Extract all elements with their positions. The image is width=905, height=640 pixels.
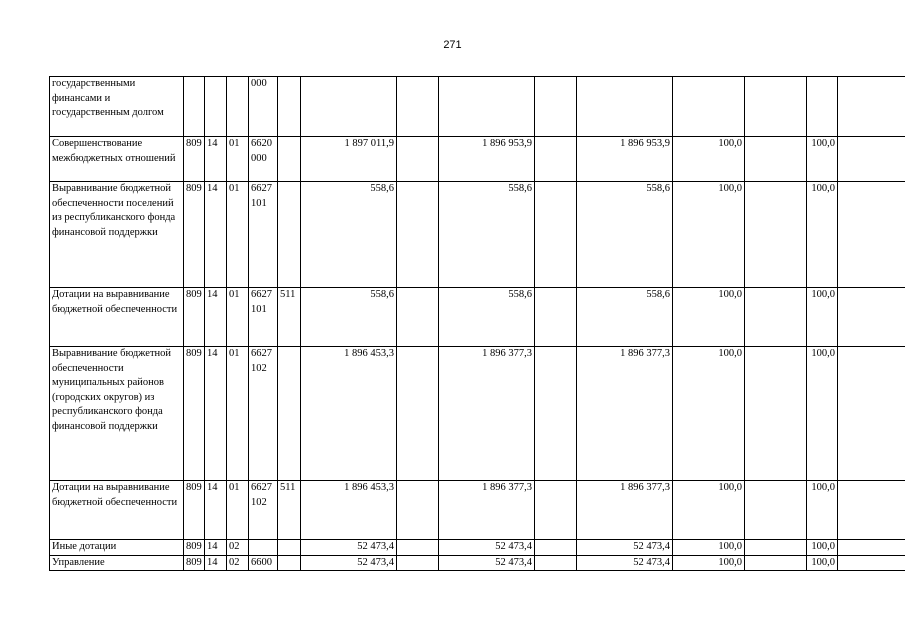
empty-cell [397, 288, 439, 347]
cell-v1: 52 473,4 [301, 555, 397, 571]
cell-v3 [577, 77, 673, 137]
cell-c1: 809 [184, 540, 205, 556]
cell-p2: 100,0 [807, 137, 838, 182]
cell-c1: 809 [184, 555, 205, 571]
empty-cell [535, 481, 577, 540]
cell-p2: 100,0 [807, 481, 838, 540]
empty-cell [535, 555, 577, 571]
cell-v2: 1 896 377,3 [439, 481, 535, 540]
empty-cell [745, 288, 807, 347]
cell-p1: 100,0 [673, 288, 745, 347]
cell-c1: 809 [184, 347, 205, 481]
empty-cell [397, 540, 439, 556]
cell-c2: 14 [205, 347, 227, 481]
cell-c3: 01 [227, 182, 249, 288]
cell-v1: 1 896 453,3 [301, 481, 397, 540]
empty-cell [397, 77, 439, 137]
empty-cell [397, 555, 439, 571]
empty-cell [838, 347, 905, 481]
cell-p1: 100,0 [673, 540, 745, 556]
cell-v3: 52 473,4 [577, 555, 673, 571]
cell-c4: 000 [249, 77, 278, 137]
cell-name: Выравнивание бюджетной обеспеченности муниципальных районов (городских округов) из республиканского фонда финансовой поддержки [50, 347, 184, 481]
cell-v2: 558,6 [439, 182, 535, 288]
cell-p1 [673, 77, 745, 137]
cell-c2: 14 [205, 288, 227, 347]
cell-c3: 01 [227, 137, 249, 182]
cell-p2 [807, 77, 838, 137]
table-row [50, 347, 905, 481]
cell-c4: 6627 101 [249, 182, 278, 288]
cell-p2: 100,0 [807, 540, 838, 556]
cell-name: Дотации на выравнивание бюджетной обеспеченности [50, 481, 184, 540]
cell-c5: 511 [278, 481, 301, 540]
cell-v3: 558,6 [577, 182, 673, 288]
cell-v3: 1 896 377,3 [577, 481, 673, 540]
cell-v1: 558,6 [301, 288, 397, 347]
cell-v2: 52 473,4 [439, 555, 535, 571]
cell-c2: 14 [205, 555, 227, 571]
cell-c5 [278, 137, 301, 182]
empty-cell [838, 555, 905, 571]
table-row [50, 555, 905, 571]
cell-c5 [278, 77, 301, 137]
empty-cell [838, 481, 905, 540]
cell-p2: 100,0 [807, 555, 838, 571]
empty-cell [535, 77, 577, 137]
cell-v3: 558,6 [577, 288, 673, 347]
cell-name: Совершенствование межбюджетных отношений [50, 137, 184, 182]
empty-cell [745, 481, 807, 540]
cell-c3: 02 [227, 540, 249, 556]
page-number: 271 [443, 39, 462, 51]
cell-v2 [439, 77, 535, 137]
empty-cell [745, 555, 807, 571]
empty-cell [838, 540, 905, 556]
cell-p1: 100,0 [673, 137, 745, 182]
empty-cell [535, 137, 577, 182]
table-row [50, 540, 905, 556]
cell-v1: 1 896 453,3 [301, 347, 397, 481]
cell-c3: 02 [227, 555, 249, 571]
empty-cell [535, 288, 577, 347]
table-row [50, 182, 905, 288]
cell-v2: 1 896 377,3 [439, 347, 535, 481]
cell-v3: 1 896 377,3 [577, 347, 673, 481]
empty-cell [838, 182, 905, 288]
cell-c2: 14 [205, 137, 227, 182]
empty-cell [838, 288, 905, 347]
cell-p1: 100,0 [673, 182, 745, 288]
cell-c4: 6627 101 [249, 288, 278, 347]
cell-c1 [184, 77, 205, 137]
table-row [50, 77, 905, 137]
cell-p1: 100,0 [673, 555, 745, 571]
cell-p2: 100,0 [807, 182, 838, 288]
cell-v1: 558,6 [301, 182, 397, 288]
empty-cell [397, 137, 439, 182]
cell-c2 [205, 77, 227, 137]
empty-cell [535, 347, 577, 481]
empty-cell [397, 182, 439, 288]
cell-c4: 6600 [249, 555, 278, 571]
cell-c4: 6627 102 [249, 347, 278, 481]
cell-c5: 511 [278, 288, 301, 347]
table-row [50, 137, 905, 182]
cell-name: Управление [50, 555, 184, 571]
cell-v2: 558,6 [439, 288, 535, 347]
empty-cell [745, 347, 807, 481]
cell-c3: 01 [227, 288, 249, 347]
table-row [50, 288, 905, 347]
empty-cell [745, 77, 807, 137]
cell-name: Иные дотации [50, 540, 184, 556]
cell-v1: 1 897 011,9 [301, 137, 397, 182]
empty-cell [535, 182, 577, 288]
budget-table [49, 76, 905, 571]
cell-v1 [301, 77, 397, 137]
cell-c5 [278, 540, 301, 556]
empty-cell [745, 182, 807, 288]
cell-c1: 809 [184, 137, 205, 182]
cell-c2: 14 [205, 182, 227, 288]
cell-name: Дотации на выравнивание бюджетной обеспеченности [50, 288, 184, 347]
cell-v2: 52 473,4 [439, 540, 535, 556]
empty-cell [838, 137, 905, 182]
cell-c1: 809 [184, 182, 205, 288]
cell-p2: 100,0 [807, 288, 838, 347]
cell-v3: 1 896 953,9 [577, 137, 673, 182]
cell-c5 [278, 555, 301, 571]
cell-c4: 6627 102 [249, 481, 278, 540]
cell-p1: 100,0 [673, 481, 745, 540]
empty-cell [745, 137, 807, 182]
cell-name: государственными финансами и государственным долгом [50, 77, 184, 137]
cell-p2: 100,0 [807, 347, 838, 481]
cell-c5 [278, 182, 301, 288]
empty-cell [397, 481, 439, 540]
empty-cell [838, 77, 905, 137]
cell-c4: 6620 000 [249, 137, 278, 182]
cell-c2: 14 [205, 481, 227, 540]
empty-cell [397, 347, 439, 481]
cell-p1: 100,0 [673, 347, 745, 481]
cell-c3 [227, 77, 249, 137]
table-row [50, 481, 905, 540]
cell-c1: 809 [184, 288, 205, 347]
cell-c3: 01 [227, 347, 249, 481]
cell-name: Выравнивание бюджетной обеспеченности поселений из республиканского фонда финансовой поддержки [50, 182, 184, 288]
empty-cell [745, 540, 807, 556]
cell-v3: 52 473,4 [577, 540, 673, 556]
cell-v1: 52 473,4 [301, 540, 397, 556]
cell-v2: 1 896 953,9 [439, 137, 535, 182]
cell-c1: 809 [184, 481, 205, 540]
cell-c5 [278, 347, 301, 481]
cell-c2: 14 [205, 540, 227, 556]
empty-cell [535, 540, 577, 556]
cell-c4 [249, 540, 278, 556]
cell-c3: 01 [227, 481, 249, 540]
